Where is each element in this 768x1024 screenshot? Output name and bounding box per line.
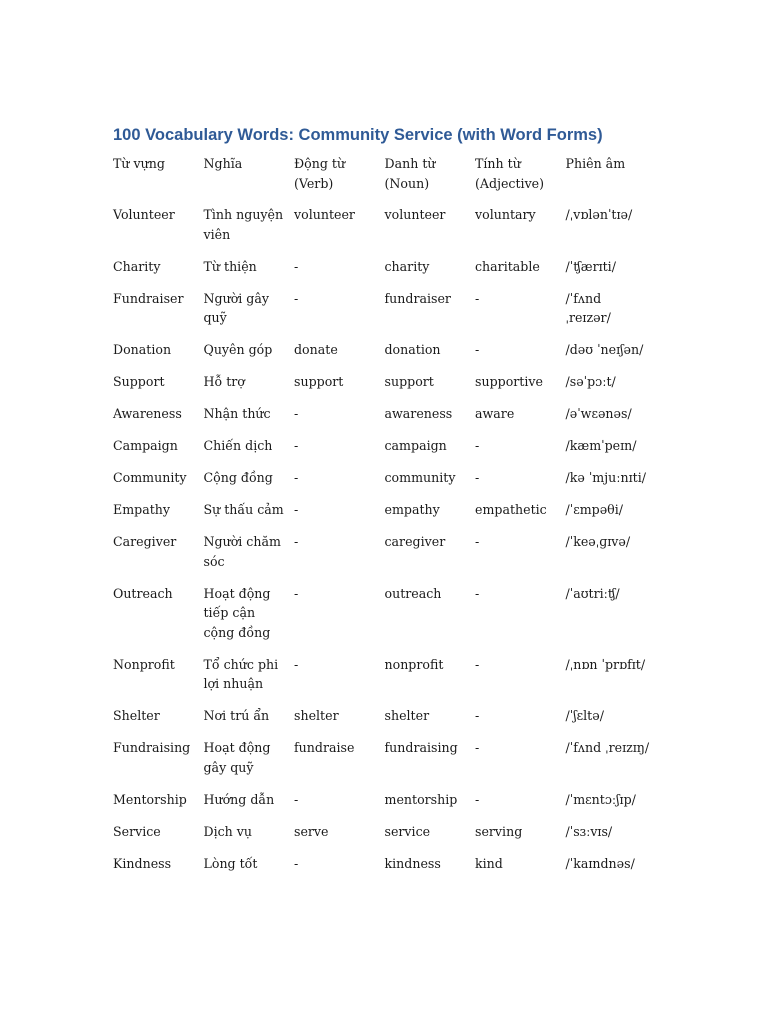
adjective-cell: charitable bbox=[475, 258, 540, 274]
noun-cell: mentorship bbox=[384, 791, 458, 807]
table-row bbox=[113, 468, 656, 500]
table-row bbox=[113, 822, 656, 854]
phonetic-cell: /ˈmɛntɔːʃɪp/ bbox=[565, 791, 636, 807]
adjective-cell: supportive bbox=[475, 374, 543, 389]
adjective-cell: serving bbox=[475, 823, 523, 839]
adjective-cell: - bbox=[475, 290, 480, 306]
phonetic-cell: /ˈkeəˌɡɪvə/ bbox=[565, 534, 631, 549]
meaning-cell: Hoạt động gây quỹ bbox=[203, 740, 271, 775]
phonetic-cell: /ˈaʊtriːʧ/ bbox=[565, 585, 620, 601]
noun-cell: empathy bbox=[384, 502, 440, 517]
header-cell: Tính từ (Adjective) bbox=[475, 156, 545, 191]
header-cell: Động từ (Verb) bbox=[294, 156, 346, 191]
noun-cell: nonprofit bbox=[384, 656, 444, 672]
verb-cell: shelter bbox=[294, 708, 339, 723]
meaning-cell: Nhận thức bbox=[203, 406, 271, 421]
adjective-cell: - bbox=[475, 708, 480, 723]
word-cell: Outreach bbox=[113, 585, 173, 601]
verb-cell: - bbox=[294, 585, 299, 601]
noun-cell: kindness bbox=[384, 855, 441, 871]
verb-cell: - bbox=[294, 470, 299, 485]
word-cell: Support bbox=[113, 374, 165, 389]
word-cell: Fundraising bbox=[113, 740, 191, 755]
table-row bbox=[113, 257, 656, 289]
phonetic-cell: /ˈɛmpəθi/ bbox=[565, 502, 624, 517]
meaning-cell: Lòng tốt bbox=[203, 855, 258, 871]
adjective-cell: - bbox=[475, 342, 480, 357]
noun-cell: volunteer bbox=[384, 207, 446, 222]
phonetic-cell: /əˈwɛənəs/ bbox=[565, 406, 632, 421]
table-body bbox=[113, 205, 656, 886]
meaning-cell: Dịch vụ bbox=[203, 823, 253, 839]
phonetic-cell: /səˈpɔːt/ bbox=[565, 374, 616, 389]
word-cell: Fundraiser bbox=[113, 290, 184, 306]
table-row bbox=[113, 738, 656, 790]
verb-cell: - bbox=[294, 855, 299, 871]
adjective-cell: aware bbox=[475, 406, 515, 421]
word-cell: Volunteer bbox=[113, 207, 175, 222]
document-page bbox=[113, 124, 733, 886]
noun-cell: shelter bbox=[384, 708, 430, 723]
adjective-cell: - bbox=[475, 791, 480, 807]
phonetic-cell: /ˌvɒlənˈtɪə/ bbox=[565, 207, 633, 222]
verb-cell: serve bbox=[294, 823, 329, 839]
adjective-cell: - bbox=[475, 470, 480, 485]
meaning-cell: Cộng đồng bbox=[203, 470, 273, 485]
adjective-cell: - bbox=[475, 438, 480, 453]
word-cell: Caregiver bbox=[113, 534, 177, 549]
meaning-cell: Tình nguyện viên bbox=[203, 207, 284, 242]
vocabulary-table bbox=[113, 154, 656, 886]
noun-cell: fundraiser bbox=[384, 290, 451, 306]
header-cell: Phiên âm bbox=[565, 156, 626, 171]
table-row bbox=[113, 340, 656, 372]
word-cell: Donation bbox=[113, 342, 172, 357]
table-header bbox=[113, 154, 656, 205]
phonetic-cell: /kæmˈpeɪn/ bbox=[565, 438, 637, 453]
table-row bbox=[113, 404, 656, 436]
table-row bbox=[113, 372, 656, 404]
noun-cell: awareness bbox=[384, 406, 453, 421]
verb-cell: - bbox=[294, 438, 299, 453]
header-cell: Nghĩa bbox=[203, 156, 243, 171]
noun-cell: campaign bbox=[384, 438, 447, 453]
phonetic-cell: /ˈʃɛltə/ bbox=[565, 708, 604, 723]
word-cell: Community bbox=[113, 470, 187, 485]
noun-cell: community bbox=[384, 470, 456, 485]
word-cell: Nonprofit bbox=[113, 656, 175, 672]
adjective-cell: voluntary bbox=[475, 207, 536, 222]
meaning-cell: Người chăm sóc bbox=[203, 534, 281, 569]
phonetic-cell: /kə ˈmjuːnɪti/ bbox=[565, 470, 646, 485]
meaning-cell: Hỗ trợ bbox=[203, 374, 245, 389]
meaning-cell: Hoạt động tiếp cận cộng đồng bbox=[203, 585, 271, 640]
table-row bbox=[113, 790, 656, 822]
table-row bbox=[113, 854, 656, 886]
table-row bbox=[113, 532, 656, 584]
word-cell: Awareness bbox=[113, 406, 182, 421]
word-cell: Kindness bbox=[113, 855, 172, 871]
phonetic-cell: /ˈfʌnd ˌreɪzɪŋ/ bbox=[565, 740, 650, 755]
phonetic-cell: /ˌnɒn ˈprɒfɪt/ bbox=[565, 656, 646, 672]
table-row bbox=[113, 500, 656, 532]
phonetic-cell: /ˈkaɪndnəs/ bbox=[565, 855, 635, 871]
meaning-cell: Tổ chức phi lợi nhuận bbox=[203, 656, 279, 691]
verb-cell: donate bbox=[294, 342, 338, 357]
verb-cell: - bbox=[294, 502, 299, 517]
word-cell: Shelter bbox=[113, 708, 160, 723]
noun-cell: charity bbox=[384, 258, 430, 274]
noun-cell: outreach bbox=[384, 585, 442, 601]
verb-cell: - bbox=[294, 534, 299, 549]
noun-cell: service bbox=[384, 823, 431, 839]
noun-cell: donation bbox=[384, 342, 441, 357]
meaning-cell: Sự thấu cảm bbox=[203, 502, 284, 517]
adjective-cell: - bbox=[475, 585, 480, 601]
adjective-cell: - bbox=[475, 656, 480, 672]
meaning-cell: Quyên góp bbox=[203, 342, 273, 357]
verb-cell: fundraise bbox=[294, 740, 355, 755]
header-cell: Từ vựng bbox=[113, 156, 165, 171]
table-row bbox=[113, 289, 656, 341]
word-cell: Mentorship bbox=[113, 791, 187, 807]
adjective-cell: kind bbox=[475, 855, 503, 871]
table-row bbox=[113, 584, 656, 655]
verb-cell: - bbox=[294, 656, 299, 672]
adjective-cell: - bbox=[475, 534, 480, 549]
verb-cell: - bbox=[294, 258, 299, 274]
verb-cell: - bbox=[294, 406, 299, 421]
noun-cell: fundraising bbox=[384, 740, 458, 755]
adjective-cell: empathetic bbox=[475, 502, 547, 517]
header-cell: Danh từ (Noun) bbox=[384, 156, 436, 191]
meaning-cell: Nơi trú ẩn bbox=[203, 708, 270, 723]
document-title: 100 Vocabulary Words: Community Service (with Word Forms) bbox=[113, 126, 603, 144]
word-cell: Empathy bbox=[113, 502, 170, 517]
phonetic-cell: /ˈfʌnd ˌreɪzər/ bbox=[565, 290, 611, 325]
adjective-cell: - bbox=[475, 740, 480, 755]
table-row bbox=[113, 436, 656, 468]
word-cell: Service bbox=[113, 823, 161, 839]
word-cell: Charity bbox=[113, 258, 161, 274]
meaning-cell: Người gây quỹ bbox=[203, 290, 269, 325]
verb-cell: support bbox=[294, 374, 344, 389]
noun-cell: support bbox=[384, 374, 434, 389]
table-row bbox=[113, 205, 656, 257]
table-row bbox=[113, 655, 656, 707]
meaning-cell: Hướng dẫn bbox=[203, 791, 275, 807]
noun-cell: caregiver bbox=[384, 534, 446, 549]
phonetic-cell: /ˈsɜːvɪs/ bbox=[565, 823, 613, 839]
header-row bbox=[113, 154, 656, 205]
meaning-cell: Từ thiện bbox=[203, 258, 257, 274]
verb-cell: volunteer bbox=[294, 207, 355, 222]
verb-cell: - bbox=[294, 791, 299, 807]
word-cell: Campaign bbox=[113, 438, 178, 453]
table-row bbox=[113, 706, 656, 738]
phonetic-cell: /dəʊ ˈneɪʃən/ bbox=[565, 342, 644, 357]
verb-cell: - bbox=[294, 290, 299, 306]
phonetic-cell: /ˈʧærɪti/ bbox=[565, 258, 616, 274]
meaning-cell: Chiến dịch bbox=[203, 438, 273, 453]
